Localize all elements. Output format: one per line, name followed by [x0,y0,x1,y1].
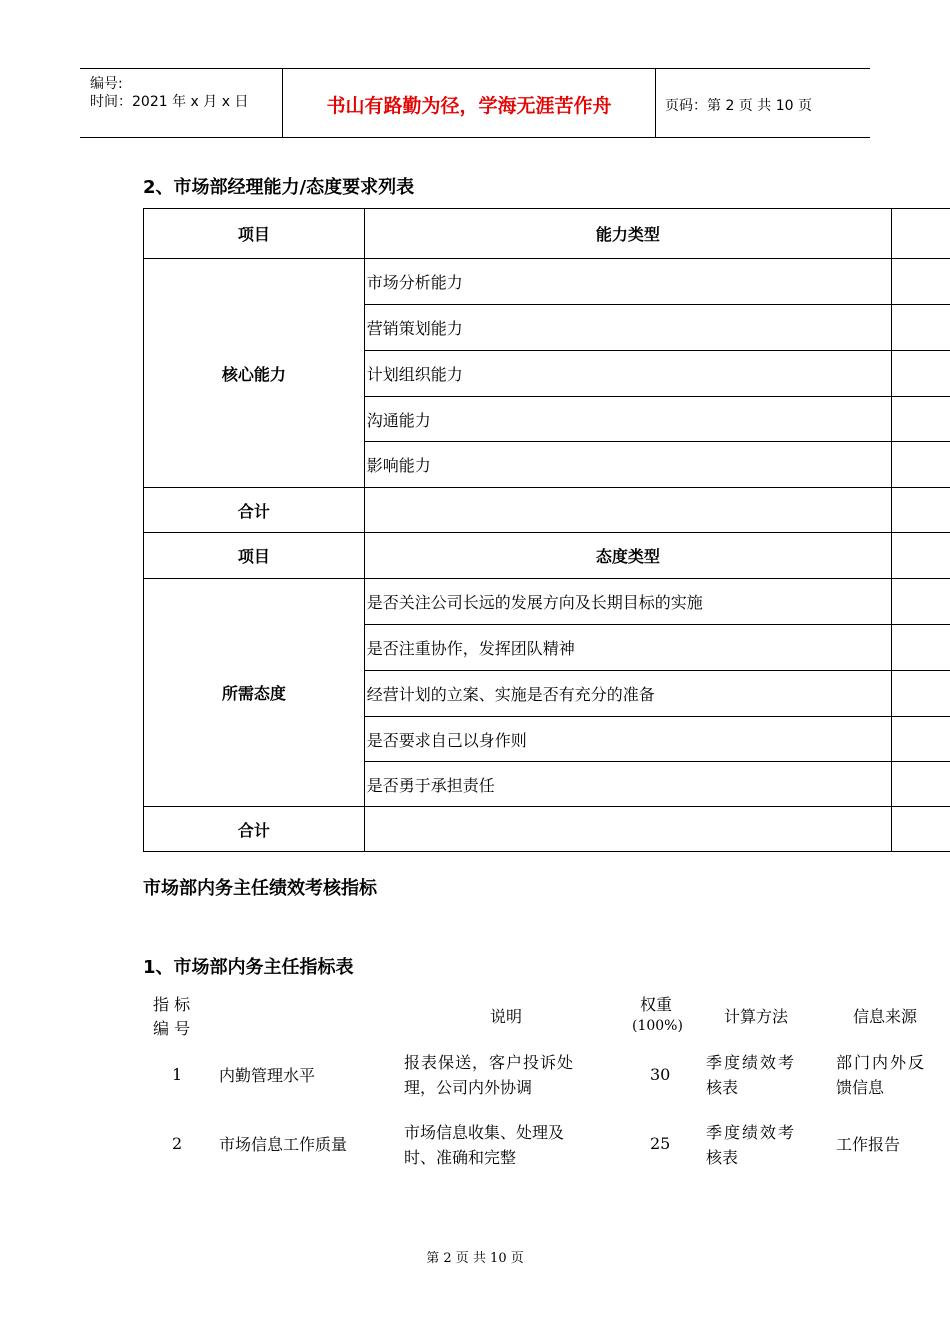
ability-item: 市场分析能力 [364,259,891,305]
row-source-line1: 部门内外反 [836,1053,927,1072]
row-source-line2: 馈信息 [836,1078,885,1097]
page-footer: 第 2 页 共 10 页 [426,1251,524,1266]
header-ability-type: 能力类型 [364,209,891,259]
table-row [144,807,950,852]
header-item: 项目 [144,209,365,259]
header-extra [891,209,950,259]
row-name: 内勤管理水平 [219,1066,316,1085]
row-desc-line2: 时、准确和完整 [404,1148,517,1167]
header-desc: 说明 [490,1007,523,1026]
row-weight: 25 [650,1134,671,1153]
row-source-line1: 工作报告 [836,1135,901,1154]
row-method-line2: 核表 [706,1078,739,1097]
ability-item: 计划组织能力 [364,351,891,397]
total-value [364,488,891,533]
table-row [144,209,950,259]
score-cell [891,351,950,397]
row-desc-line2: 理，公司内外协调 [404,1078,533,1097]
row-desc-line1: 市场信息收集、处理及 [404,1123,565,1142]
ability-item: 沟通能力 [364,397,891,442]
row-weight: 30 [650,1065,671,1084]
header-index-line1: 指 标 [153,995,191,1014]
section-title-ability: 2、市场部经理能力/态度要求列表 [143,177,415,198]
row-method-line1: 季度绩效考 [706,1053,797,1072]
header-meta-cell [80,69,282,137]
ability-item: 营销策划能力 [364,305,891,351]
score-cell [891,442,950,488]
score-cell [891,625,950,671]
total-label: 合计 [144,488,365,533]
motto: 书山有路勤为径，学海无涯苦作舟 [326,95,612,117]
table-row [144,488,950,533]
table-row [144,579,950,625]
header-motto-cell [282,69,656,137]
time-label: 时间：2021 年 x 月 x 日 [90,94,249,110]
row-method-line2: 核表 [706,1148,739,1167]
attitude-item: 是否关注公司长远的发展方向及长期目标的实施 [364,579,891,625]
row-name: 市场信息工作质量 [219,1135,348,1154]
total-label: 合计 [144,807,365,852]
section-subtitle-indicators: 1、市场部内务主任指标表 [143,957,354,978]
page-header [80,68,870,138]
attitude-item: 经营计划的立案、实施是否有充分的准备 [364,671,891,717]
header-weight-unit: (100%) [632,1018,683,1034]
table-row [144,533,950,579]
row-no: 2 [172,1134,183,1153]
section-title-indicators: 市场部内务主任绩效考核指标 [143,878,377,899]
header-item: 项目 [144,533,365,579]
score-cell [891,807,950,852]
row-desc-line1: 报表保送，客户投诉处 [404,1053,575,1072]
score-cell [891,488,950,533]
header-index-line2: 编 号 [153,1019,191,1038]
header-source: 信息来源 [853,1007,918,1026]
number-label: 编号: [90,76,123,92]
ability-attitude-table [143,208,950,852]
header-extra [891,533,950,579]
ability-item: 影响能力 [364,442,891,488]
core-ability-label: 核心能力 [144,259,365,488]
score-cell [891,762,950,807]
total-value [364,807,891,852]
header-attitude-type: 态度类型 [364,533,891,579]
attitude-item: 是否勇于承担责任 [364,762,891,807]
row-method-line1: 季度绩效考 [706,1123,797,1142]
score-cell [891,305,950,351]
attitude-item: 是否要求自己以身作则 [364,717,891,762]
score-cell [891,579,950,625]
score-cell [891,671,950,717]
score-cell [891,717,950,762]
page-info: 页码：第 2 页 共 10 页 [665,98,812,114]
score-cell [891,397,950,442]
attitude-label: 所需态度 [144,579,365,807]
header-weight: 权重 [640,995,673,1014]
row-no: 1 [172,1065,183,1084]
attitude-item: 是否注重协作，发挥团队精神 [364,625,891,671]
header-method: 计算方法 [724,1007,789,1026]
header-page-cell [655,69,870,137]
score-cell [891,259,950,305]
table-row [144,259,950,305]
